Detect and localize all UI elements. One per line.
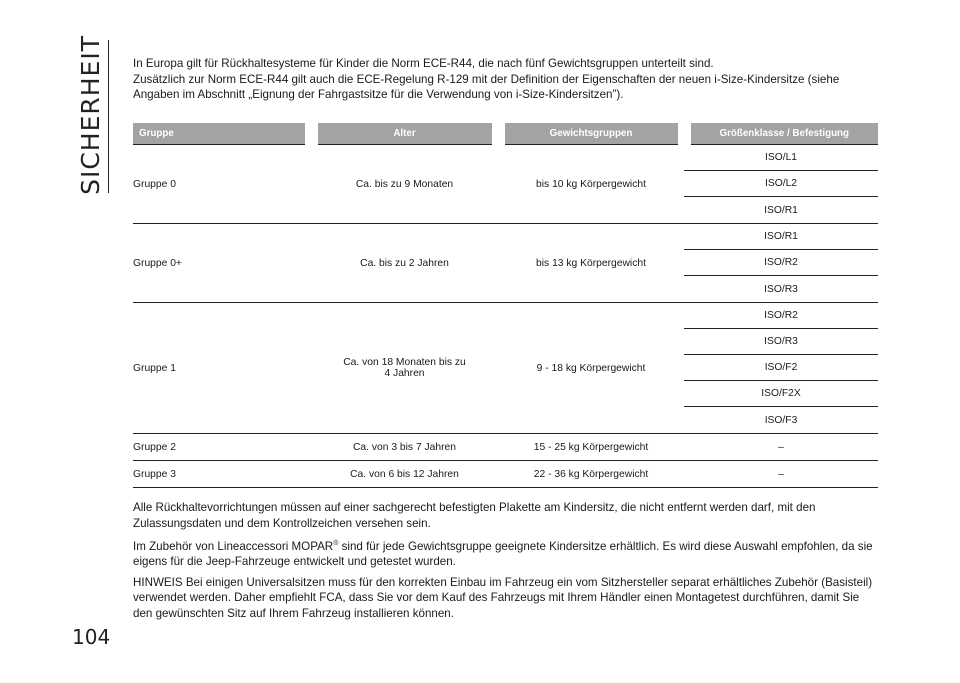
note-hinweis: HINWEIS Bei einigen Universalsitzen muss für den korrekten Einbau im Fahrzeug ein vom Sitzhersteller separat erhältliches Zubehör (Basisteil) verwendet werden. Daher empfiehlt FCA, dass Sie vor dem Kauf des Fahrzeugs mit Ihrem Händler einen Montagetest durchführen, damit Sie den gewünschten Sitz auf Ihrem Fahrzeug installieren können.: [133, 575, 873, 620]
note-mopar-end: sind für jede Gewichtsgruppe geeignete Kindersitze erhältlich. Es wird diese Auswahl empfohlen, da sie eigens für die Jeep-Fahrzeuge entwickelt und getestet wurden.: [133, 539, 873, 569]
header-gewichtsgruppen: Gewichtsgruppen: [498, 123, 684, 145]
note-mopar: [133, 536, 878, 570]
child-seat-table: [133, 123, 878, 488]
cell-size: ISO/F2X: [684, 381, 878, 407]
cell-gewicht: 9 - 18 kg Körpergewicht: [498, 303, 684, 434]
cell-size: ISO/R1: [684, 224, 878, 250]
section-divider: [108, 40, 109, 193]
cell-size: ISO/R2: [684, 303, 878, 329]
header-gruppe: Gruppe: [133, 123, 311, 145]
table-row: [133, 303, 878, 329]
table-row: [133, 434, 878, 461]
cell-gruppe: Gruppe 0: [133, 145, 311, 224]
note-mopar-start: Im Zubehör von Lineaccessori MOPAR: [133, 539, 334, 553]
cell-alter: Ca. bis zu 2 Jahren: [311, 224, 498, 303]
cell-size: ISO/F3: [764, 414, 798, 426]
cell-gruppe: Gruppe 2: [133, 434, 311, 461]
registered-mark: ®: [333, 540, 339, 547]
cell-size: ISO/L1: [684, 145, 878, 171]
page-number: 104: [72, 625, 111, 649]
cell-alter: Ca. bis zu 9 Monaten: [311, 145, 498, 224]
cell-gewicht: bis 10 kg Körpergewicht: [498, 145, 684, 224]
table-row: [133, 224, 878, 250]
cell-size: –: [684, 461, 878, 488]
table-row: [133, 145, 878, 171]
table-header-row: [133, 123, 878, 145]
cell-alter: Ca. von 3 bis 7 Jahren: [311, 434, 498, 461]
header-groessenklasse: Größenklasse / Befestigung: [684, 123, 878, 145]
cell-size: ISO/R2: [684, 250, 878, 276]
cell-gewicht: bis 13 kg Körpergewicht: [498, 224, 684, 303]
cell-size: –: [684, 434, 878, 461]
cell-gruppe: Gruppe 1: [133, 303, 311, 434]
cell-size: ISO/R3: [684, 329, 878, 355]
cell-size: ISO/R1: [764, 204, 798, 216]
cell-gewicht: 22 - 36 kg Körpergewicht: [498, 461, 684, 488]
cell-size: ISO/F2: [684, 355, 878, 381]
section-title: [72, 35, 108, 195]
note-plakette: Alle Rückhaltevorrichtungen müssen auf einer sachgerecht befestigten Plakette am Kindersitz, die nicht entfernt werden darf, mit den Zulassungsdaten und dem Kontrollzeichen versehen sein.: [133, 501, 816, 530]
cell-alter: Ca. von 6 bis 12 Jahren: [311, 461, 498, 488]
notes-text: [133, 500, 878, 626]
table-row: [133, 461, 878, 488]
cell-gewicht: 15 - 25 kg Körpergewicht: [498, 434, 684, 461]
cell-size: ISO/R3: [764, 283, 798, 295]
intro-text: [133, 56, 878, 103]
cell-alter: [311, 303, 498, 434]
intro-line-2: Zusätzlich zur Norm ECE-R44 gilt auch die ECE-Regelung R-129 mit der Definition der Eigenschaften der neuen i-Size-Kindersitze (siehe Angaben im Abschnitt „Eignung der Fahrgastsitze für die Verwendung von i-Size-Kindersitzen”).: [133, 72, 840, 101]
intro-line-1: In Europa gilt für Rückhaltesysteme für Kinder die Norm ECE-R44, die nach fünf Gewichtsgruppen unterteilt sind.: [133, 57, 714, 70]
cell-alter-text: Ca. von 18 Monaten bis zu 4 Jahren: [343, 357, 466, 379]
header-alter: Alter: [311, 123, 498, 145]
cell-gruppe: Gruppe 3: [133, 461, 311, 488]
cell-gruppe: Gruppe 0+: [133, 224, 311, 303]
cell-size: ISO/L2: [684, 171, 878, 197]
section-title-text: SICHERHEIT: [75, 35, 105, 195]
